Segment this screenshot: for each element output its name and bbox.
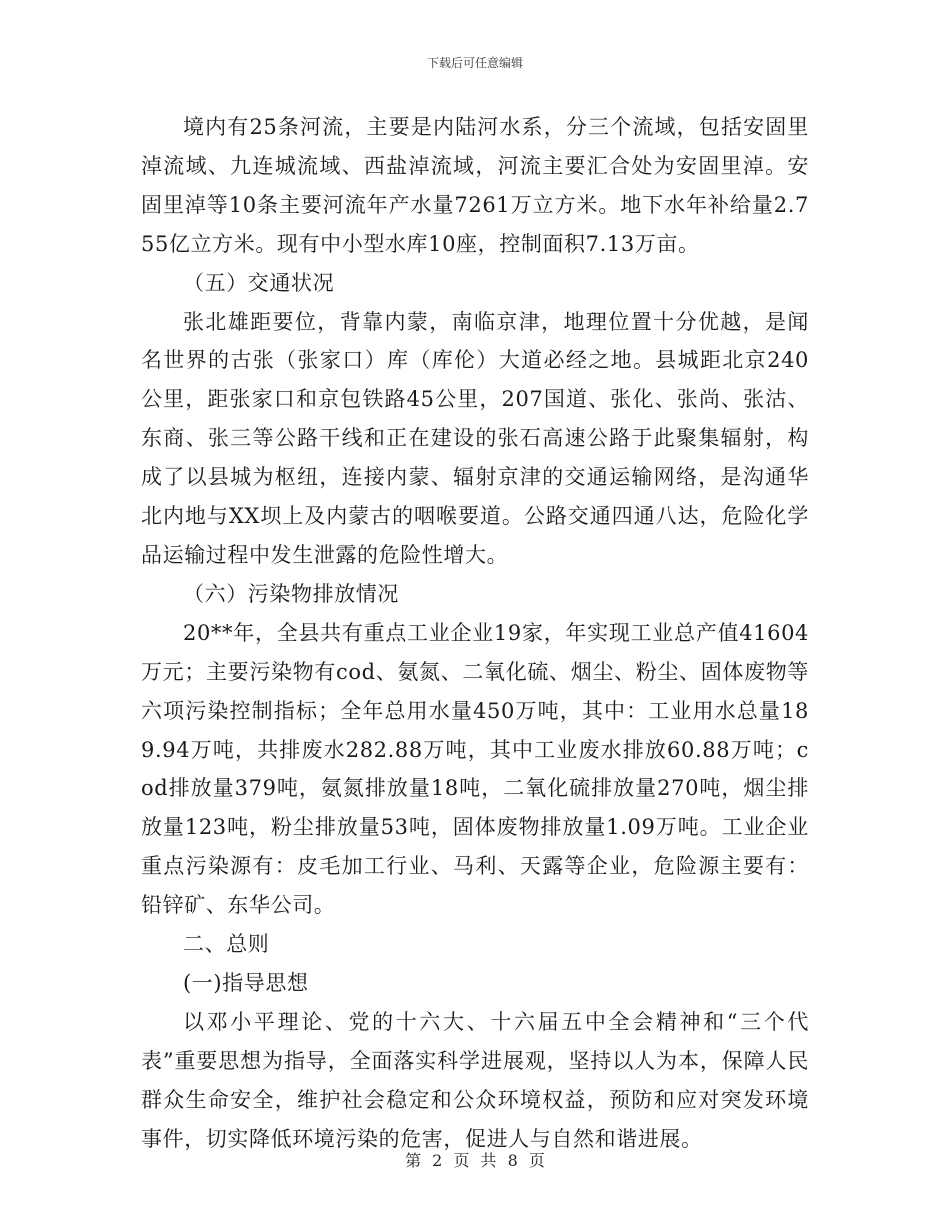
paragraph-traffic: 张北雄距要位，背靠内蒙，南临京津，地理位置十分优越，是闻名世界的古张（张家口）库（库伦）大道必经之地。县城距北京240公里，距张家口和京包铁路45公里，207国道、张化、张尚、张沽、东商、张三等公路干线和正在建设的张石高速公路于此聚集辐射，构成了以县城为枢纽，连接内蒙、辐射京津的交通运输网络，是沟通华北内地与XX坝上及内蒙古的咽喉要道。公路交通四通八达，危险化学品运输过程中发生泄露的危险性增大。 — [141, 309, 809, 567]
document-body — [141, 108, 809, 1158]
section-heading-guiding-ideology: (一)指导思想 — [183, 970, 309, 995]
page-footer: 第 2 页 共 8 页 — [405, 1151, 545, 1170]
paragraph-pollution: 20**年，全县共有重点工业企业19家，年实现工业总产值41604万元；主要污染物有cod、氨氮、二氧化硫、烟尘、粉尘、固体废物等六项污染控制指标；全年总用水量450万吨，其中：工业用水总量189.94万吨，共排废水282.88万吨，其中工业废水排放60.88万吨；cod排放量379吨，氨氮排放量18吨，二氧化硫排放量270吨，烟尘排放量123吨，粉尘排放量53吨，固体废物排放量1.09万吨。工业企业重点污染源有：皮毛加工行业、马利、天露等企业，危险源主要有：铅锌矿、东华公司。 — [141, 620, 809, 918]
paragraph-guiding-ideology: 以邓小平理论、党的十六大、十六届五中全会精神和“三个代表”重要思想为指导，全面落实科学进展观，坚持以人为本，保障人民群众生命安全，维护社会稳定和公众环境权益，预防和应对突发环境事件，切实降低环境污染的危害，促进人与自然和谐进展。 — [141, 1009, 809, 1151]
section-heading-pollution: （六）污染物排放情况 — [183, 581, 399, 606]
section-heading-general: 二、总则 — [183, 932, 270, 957]
section-heading-traffic: （五）交通状况 — [183, 270, 335, 295]
paragraph-rivers: 境内有25条河流，主要是内陆河水系，分三个流域，包括安固里淖流域、九连城流域、西盐淖流域，河流主要汇合处为安固里淖。安固里淖等10条主要河流年产水量7261万立方米。地下水年补给量2.755亿立方米。现有中小型水库10座，控制面积7.13万亩。 — [141, 115, 809, 256]
page-header: 下载后可任意编辑 — [426, 56, 523, 70]
